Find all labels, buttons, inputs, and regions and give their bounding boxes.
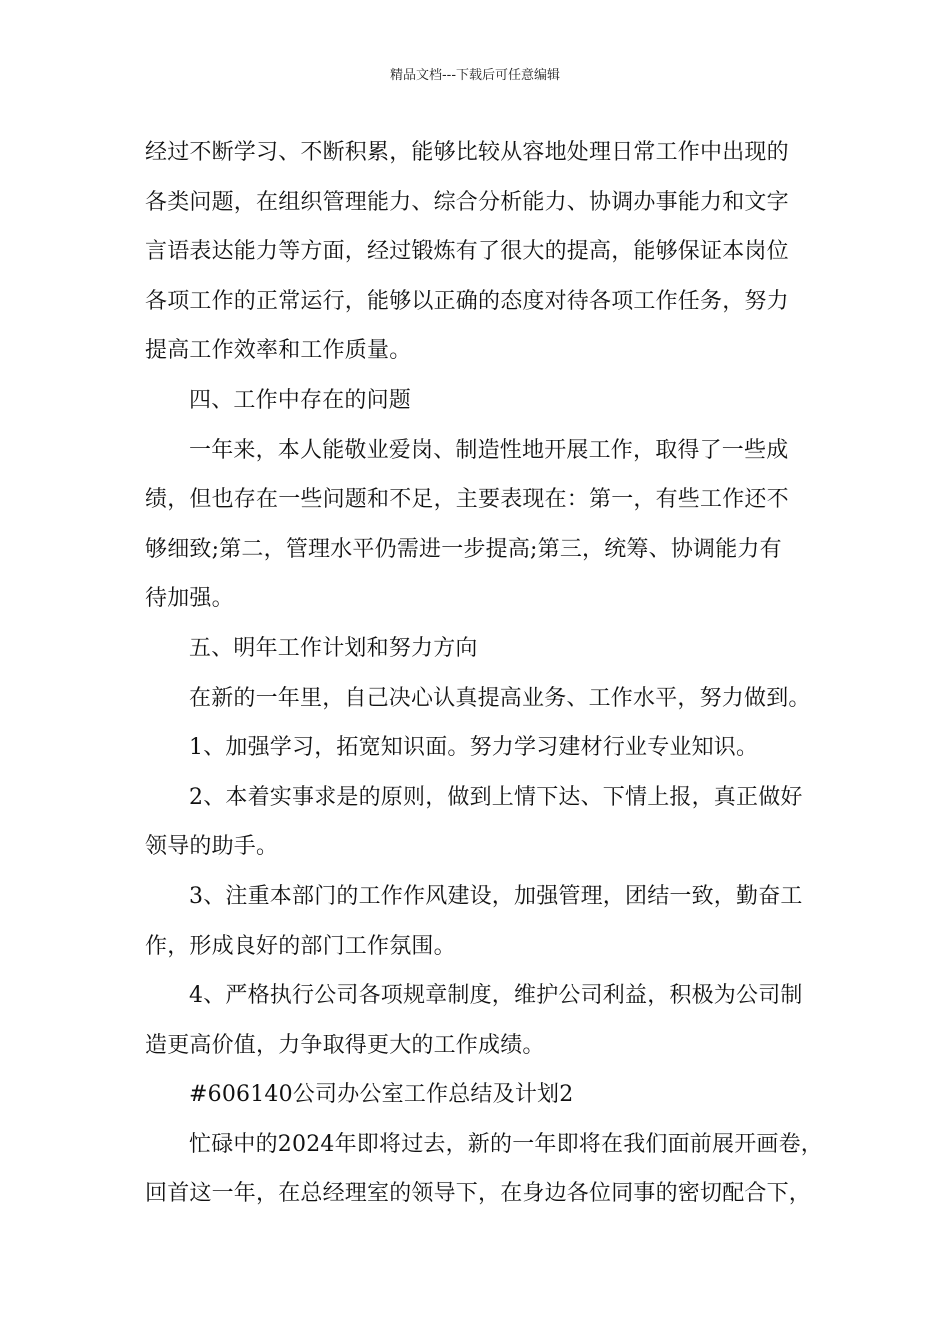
- list-item: 2、本着实事求是的原则，做到上情下达、下情上报，真正做好: [189, 784, 803, 810]
- list-item: 3、注重本部门的工作作风建设，加强管理，团结一致，勤奋工: [189, 883, 803, 909]
- text-line: 提高工作效率和工作质量。: [145, 338, 412, 364]
- text-line: 一年来，本人能敬业爱岗、制造性地开展工作，取得了一些成: [189, 437, 789, 463]
- text-line: 各类问题，在组织管理能力、综合分析能力、协调办事能力和文字: [145, 189, 789, 215]
- section-title: #606140公司办公室工作总结及计划2: [189, 1082, 574, 1108]
- text-line: 忙碌中的2024年即将过去，新的一年即将在我们面前展开画卷，: [189, 1131, 823, 1157]
- text-line: 待加强。: [145, 586, 234, 612]
- text-line: 经过不断学习、不断积累，能够比较从容地处理日常工作中出现的: [145, 140, 789, 165]
- text-line: 言语表达能力等方面，经过锻炼有了很大的提高，能够保证本岗位: [145, 239, 789, 265]
- page-header: 精品文档---下载后可任意编辑: [389, 68, 561, 83]
- text-line: 作，形成良好的部门工作氛围。: [145, 933, 456, 959]
- section-heading: 四、工作中存在的问题: [189, 387, 412, 413]
- text-line: 造更高价值，力争取得更大的工作成绩。: [145, 1032, 545, 1058]
- list-item: 4、严格执行公司各项规章制度，维护公司利益，积极为公司制: [189, 983, 803, 1009]
- text-line: 在新的一年里，自己决心认真提高业务、工作水平，努力做到。: [189, 685, 811, 711]
- document-body: [145, 128, 825, 1219]
- list-item: 1、加强学习，拓宽知识面。努力学习建材行业专业知识。: [189, 735, 759, 761]
- text-line: 各项工作的正常运行，能够以正确的态度对待各项工作任务，努力: [145, 288, 789, 314]
- section-heading: 五、明年工作计划和努力方向: [189, 635, 478, 661]
- text-line: 够细致;第二，管理水平仍需进一步提高;第三，统筹、协调能力有: [145, 536, 782, 562]
- text-line: 领导的助手。: [145, 834, 279, 860]
- text-line: 绩，但也存在一些问题和不足，主要表现在：第一，有些工作还不: [145, 487, 789, 513]
- text-line: 回首这一年，在总经理室的领导下，在身边各位同事的密切配合下，: [145, 1181, 812, 1207]
